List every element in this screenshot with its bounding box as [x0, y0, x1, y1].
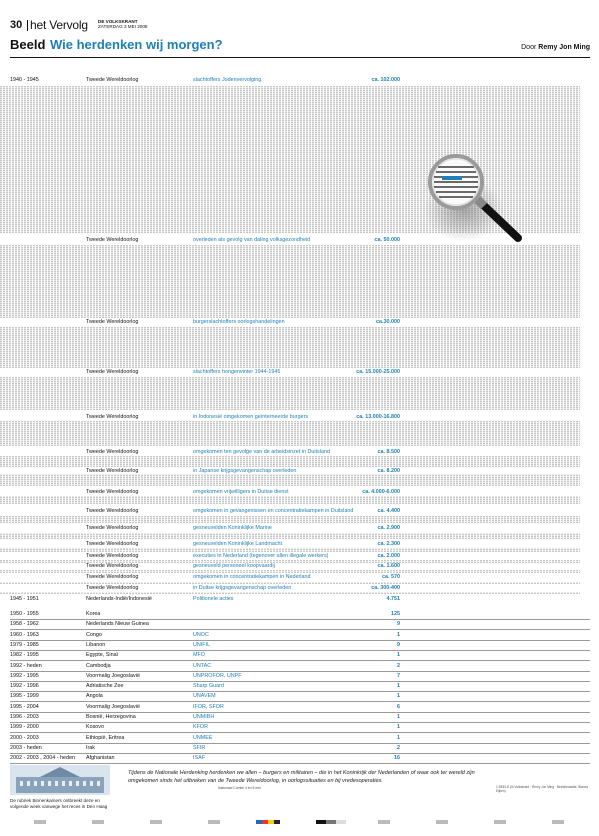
mission-period: 1960 - 1963: [10, 631, 39, 638]
color-bar: [256, 820, 280, 824]
mission-period: 1995 - 1999: [10, 693, 39, 700]
mission-deaths: 1: [397, 652, 400, 659]
mission-name: IFOR, SFOR: [193, 703, 224, 710]
mission-name: MFO: [193, 652, 205, 659]
row-description: in Indonesië omgekomen geïnterneerde burgers: [193, 414, 309, 420]
mission-period: 2000 - 2003: [10, 734, 39, 741]
page-number: 30: [10, 19, 23, 31]
mission-deaths: 9: [397, 621, 400, 628]
mission-row: [10, 672, 590, 682]
row-description: executies in Nederland (tegenover allen illegale werkers): [193, 553, 329, 559]
mission-name: UNMEE: [193, 734, 213, 741]
mission-period: 1979 - 1985: [10, 641, 39, 648]
footer-caption: De rubriek Binnenkamers ontbreekt deze en volgende week vanwege het reces in Den Haag: [10, 798, 108, 809]
paper-name: DE VOLKSKRANT: [98, 19, 138, 24]
row-description: in Duitse krijgsgevangenschap overleden: [193, 585, 292, 591]
mission-row: [10, 754, 590, 764]
victims-dot-block-5: [0, 421, 580, 446]
mission-name: UNIFIL: [193, 641, 211, 648]
mission-country: Irak: [86, 744, 95, 751]
victims-dot-block-10: [0, 533, 580, 539]
victims-dot-block-3: [0, 327, 580, 368]
row-number: ca. 50.000: [374, 237, 400, 243]
registration-mark: [552, 820, 564, 824]
mission-row: [10, 620, 590, 630]
mission-row: [10, 692, 590, 702]
mission-period: 1950 - 1955: [10, 611, 39, 617]
mission-deaths: 125: [391, 611, 400, 617]
row-number: ca. 4.400: [377, 508, 400, 514]
mission-country: Nederlands Nieuw Guinea: [86, 621, 149, 628]
row-description: in Japanse krijgsgevangenschap overleden: [193, 468, 297, 474]
row-number: ca. 8.200: [377, 468, 400, 474]
row-conflict: Tweede Wereldoorlog: [86, 237, 139, 243]
victims-row: [10, 562, 590, 571]
mission-deaths: 7: [397, 672, 400, 679]
row-description: overleden als gevolg van daling volksgezondheid: [193, 237, 311, 243]
mission-row: [10, 610, 590, 620]
row-conflict: Tweede Wereldoorlog: [86, 574, 139, 580]
masthead-divider: [27, 20, 28, 31]
row-description: omgekomen vrijwilligers in Duitse dienst: [193, 489, 289, 495]
registration-mark: [208, 820, 220, 824]
mission-row: [10, 713, 590, 723]
victims-row: [10, 448, 590, 457]
row-number: ca. 2.300: [377, 541, 400, 547]
row-number: ca.30.000: [376, 319, 400, 325]
victims-row: [10, 584, 590, 593]
footer-text: Tijdens de Nationale Herdenking herdenken we allen – burgers en militairen – die in het Koninkrijk der Nederlanden of waar ook ter wereld zijn omgekomen sinds het uitbreken van de Tweede Wereldoorlog, in oorlogssituaties en bij vredesoperaties.: [128, 770, 475, 784]
row-number: ca. 570: [382, 574, 400, 580]
mission-name: UNMIBH: [193, 714, 215, 720]
mission-name: UNTAC: [193, 662, 212, 669]
victims-dot-block-6: [0, 456, 580, 467]
row-conflict: Tweede Wereldoorlog: [86, 319, 139, 325]
mission-deaths: 6: [397, 703, 400, 710]
magnifier-icon: [420, 150, 530, 260]
row-number: ca. 300-400: [371, 585, 400, 591]
mission-country: Afghanistan: [86, 755, 115, 762]
kicker: Beeld: [10, 37, 46, 52]
mission-period: 1996 - 2003: [10, 714, 39, 720]
footer-meta: 1 BEELD (Ik Volkskrant · Remy Jon Ming · Beeldredactie: Bianca Eijken): [496, 785, 588, 793]
row-period: 1940 - 1945: [10, 77, 39, 83]
row-conflict: Tweede Wereldoorlog: [86, 369, 139, 375]
mission-name: SFIR: [193, 744, 206, 751]
row-description: omgekomen in gevangenissen en concentratiekampen in Duitsland: [193, 508, 354, 514]
registration-mark: [378, 820, 390, 824]
mission-country: Voormalig Joegoslavië: [86, 672, 140, 679]
mission-deaths: 1: [397, 693, 400, 700]
victims-row: [10, 467, 590, 476]
registration-mark: [34, 820, 46, 824]
mission-deaths: 9: [397, 641, 400, 648]
victims-row: [10, 413, 590, 422]
mission-country: Angola: [86, 693, 103, 700]
row-description: burgerslachtoffers oorlogshandelingen: [193, 319, 285, 325]
mission-deaths: 16: [394, 755, 400, 762]
registration-mark: [494, 820, 506, 824]
mission-name: Sharp Guard: [193, 683, 224, 690]
row-conflict: Tweede Wereldoorlog: [86, 489, 139, 495]
row-description: slachtoffers Jodenvervolging: [193, 77, 262, 83]
row-conflict: Tweede Wereldoorlog: [86, 541, 139, 547]
victims-row: [10, 595, 590, 604]
row-conflict: Tweede Wereldoorlog: [86, 468, 139, 474]
mission-row: [10, 641, 590, 651]
mission-deaths: 2: [397, 744, 400, 751]
victims-dot-block-9: [0, 516, 580, 523]
mission-row: [10, 703, 590, 713]
footer: [10, 765, 590, 817]
masthead: [10, 18, 590, 34]
row-description: gesneuvelden Koninklijke Landmacht: [193, 541, 283, 547]
mission-country: Libanon: [86, 641, 106, 648]
registration-mark: [150, 820, 162, 824]
mission-name: KFOR: [193, 724, 208, 731]
byline-name: Remy Jon Ming: [538, 44, 590, 51]
mission-deaths: 1: [397, 724, 400, 731]
footer-credit: Nationaal Comité 4 en 5 mei: [218, 786, 261, 790]
mission-country: Ethiopië, Eritrea: [86, 734, 125, 741]
mission-country: Cambodja: [86, 662, 111, 669]
mission-period: 2002 - 2003 , 2004 - heden: [10, 755, 76, 762]
row-conflict: Nederlands-Indië/Indonesië: [86, 596, 152, 602]
row-number: ca. 1.600: [377, 563, 400, 569]
mission-deaths: 1: [397, 683, 400, 690]
headline: Wie herdenken wij morgen?: [50, 37, 223, 52]
mission-country: Egypte, Sinaï: [86, 652, 119, 659]
mission-country: Congo: [86, 631, 102, 638]
mission-name: UNPROFOR, UNPF: [193, 672, 242, 679]
victims-row: [10, 540, 590, 549]
mission-period: 1999 - 2000: [10, 724, 39, 731]
byline-prefix: Door: [521, 44, 537, 51]
section-name: het Vervolg: [30, 18, 88, 32]
mission-country: Voormalig Joegoslavië: [86, 703, 140, 710]
mission-country: Kosovo: [86, 724, 104, 731]
mission-deaths: 1: [397, 631, 400, 638]
paper-info: [98, 19, 147, 29]
registration-mark: [436, 820, 448, 824]
mission-deaths: 2: [397, 662, 400, 669]
mission-period: 1992 - heden: [10, 662, 42, 669]
row-conflict: Tweede Wereldoorlog: [86, 525, 139, 531]
victims-row: [10, 552, 590, 561]
victims-row: [10, 76, 590, 85]
mission-name: UNOC: [193, 631, 209, 638]
parliament-building-icon: [10, 765, 110, 795]
mission-row: [10, 744, 590, 754]
row-conflict: Tweede Wereldoorlog: [86, 585, 139, 591]
victims-row: [10, 573, 590, 582]
victims-dot-block-4: [0, 377, 580, 410]
publication-date: ZATERDAG 3 MEI 2008: [98, 24, 148, 29]
mission-row: [10, 651, 590, 661]
row-conflict: Tweede Wereldoorlog: [86, 77, 139, 83]
victims-dot-block-8: [0, 496, 580, 504]
mission-name: ISAF: [193, 755, 205, 762]
mission-period: 1992 - 1995: [10, 672, 39, 679]
registration-mark: [92, 820, 104, 824]
mission-period: 1982 - 1995: [10, 652, 39, 659]
gray-bar: [316, 820, 346, 824]
mission-period: 1995 - 2004: [10, 703, 39, 710]
row-conflict: Tweede Wereldoorlog: [86, 449, 139, 455]
mission-deaths: 1: [397, 714, 400, 720]
mission-row: [10, 631, 590, 641]
row-number: ca. 8.500: [377, 449, 400, 455]
victims-row: [10, 318, 590, 327]
row-number: ca. 2.000: [377, 553, 400, 559]
row-description: omgekomen ten gevolge van de arbeidsinzet in Duitsland: [193, 449, 330, 455]
row-description: gesneuvelden Koninklijke Marine: [193, 525, 272, 531]
mission-period: 2003 - heden: [10, 744, 42, 751]
mission-name: UNAVEM: [193, 693, 216, 700]
byline: [521, 44, 590, 51]
row-number: ca. 13.000-16.800: [356, 414, 400, 420]
row-conflict: Tweede Wereldoorlog: [86, 563, 139, 569]
row-description: Politionele acties: [193, 596, 234, 602]
victims-row: [10, 368, 590, 377]
row-number: ca. 2.900: [377, 525, 400, 531]
row-description: gesneuveld personeel koopvaardij: [193, 563, 275, 569]
title-bar: [10, 37, 590, 58]
row-period: 1945 - 1951: [10, 596, 39, 602]
mission-country: Adriatische Zee: [86, 683, 124, 690]
mission-country: Bosnië, Herzegovina: [86, 714, 136, 720]
mission-row: [10, 723, 590, 733]
mission-country: Korea: [86, 611, 101, 617]
mission-period: 1992 - 1996: [10, 683, 39, 690]
mission-row: [10, 682, 590, 692]
mission-period: 1958 - 1962: [10, 621, 39, 628]
row-conflict: Tweede Wereldoorlog: [86, 553, 139, 559]
mission-deaths: 1: [397, 734, 400, 741]
row-number: 4.751: [386, 596, 400, 602]
victims-row: [10, 507, 590, 516]
row-number: ca. 15.000-25.000: [356, 369, 400, 375]
victims-row: [10, 488, 590, 497]
mission-row: [10, 662, 590, 672]
row-description: slachtoffers hongerwinter 1944-1945: [193, 369, 281, 375]
row-number: ca. 4.000-6.000: [362, 489, 400, 495]
row-description: omgekomen in concentratiekampen in Nederland: [193, 574, 311, 580]
row-number: ca. 102.000: [371, 77, 400, 83]
row-conflict: Tweede Wereldoorlog: [86, 508, 139, 514]
row-conflict: Tweede Wereldoorlog: [86, 414, 139, 420]
mission-row: [10, 734, 590, 744]
victims-row: [10, 524, 590, 533]
